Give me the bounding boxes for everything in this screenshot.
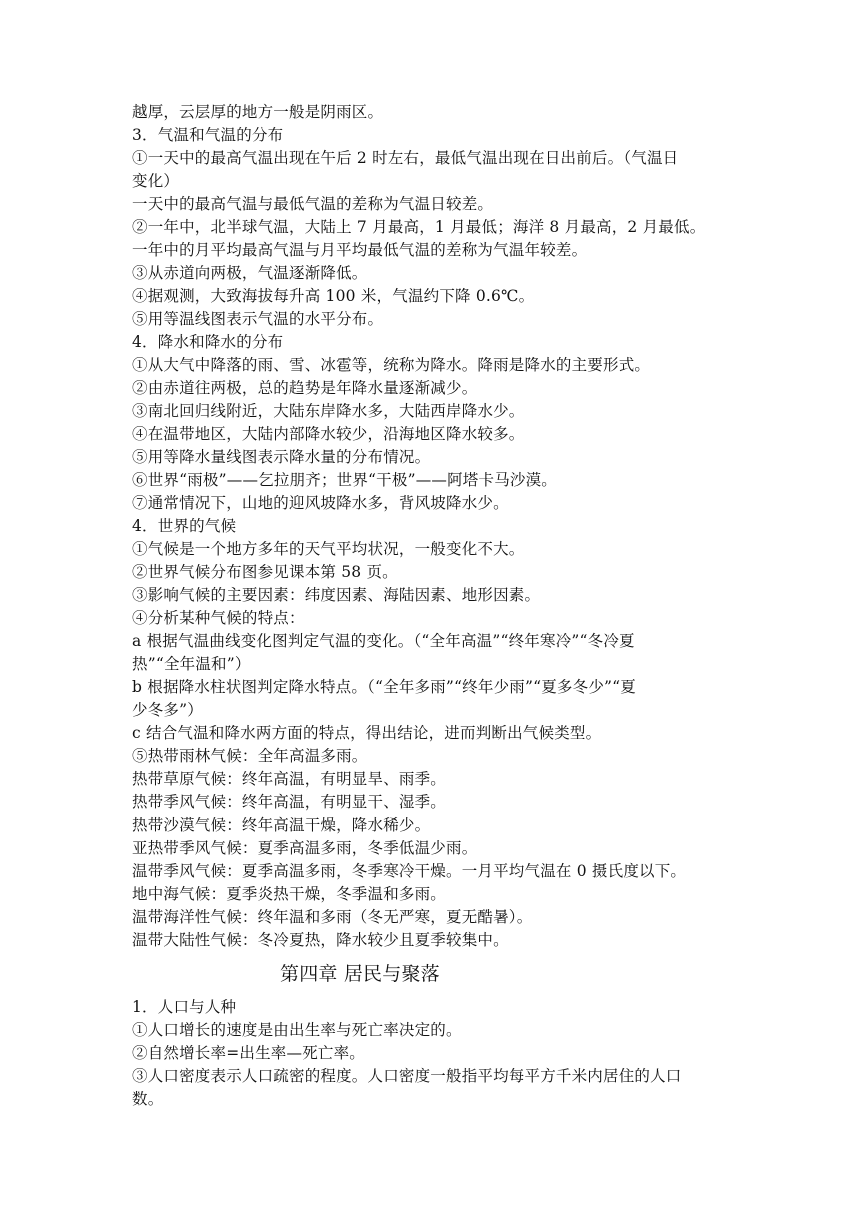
- text-line: 数。: [132, 1090, 164, 1108]
- text-line: 变化）: [132, 172, 180, 190]
- text-line: 温带季风气候：夏季高温多雨，冬季寒冷干燥。一月平均气温在 0 摄氏度以下。: [132, 862, 687, 880]
- text-line: 一天中的最高气温与最低气温的差称为气温日较差。: [132, 195, 494, 213]
- text-line: 一年中的月平均最高气温与月平均最低气温的差称为气温年较差。: [132, 241, 588, 259]
- text-line: ⑤用等降水量线图表示降水量的分布情况。: [132, 448, 431, 466]
- text-line: 亚热带季风气候：夏季高温多雨，冬季低温少雨。: [132, 839, 478, 857]
- text-line: 4．降水和降水的分布: [132, 333, 284, 351]
- text-line: ①气候是一个地方多年的天气平均状况，一般变化不大。: [132, 540, 525, 558]
- text-line: ④在温带地区，大陆内部降水较少，沿海地区降水较多。: [132, 425, 525, 443]
- text-line: ⑤用等温线图表示气温的水平分布。: [132, 310, 384, 328]
- text-line: 温带海洋性气候：终年温和多雨（冬无严寒，夏无酷暑）。: [132, 908, 533, 926]
- text-line: ①从大气中降落的雨、雪、冰雹等，统称为降水。降雨是降水的主要形式。: [132, 356, 651, 374]
- text-line: ③人口密度表示人口疏密的程度。人口密度一般指平均每平方千米内居住的人口: [132, 1067, 682, 1085]
- text-line: c 结合气温和降水两方面的特点，得出结论，进而判断出气候类型。: [132, 724, 602, 742]
- text-line: ②自然增长率=出生率—死亡率。: [132, 1044, 365, 1062]
- text-line: ③影响气候的主要因素：纬度因素、海陆因素、地形因素。: [132, 586, 541, 604]
- text-line: ④分析某种气候的特点：: [132, 609, 305, 627]
- text-line: 4．世界的气候: [132, 517, 237, 535]
- text-line: ④据观测，大致海拔每升高 100 米，气温约下降 0.6℃。: [132, 287, 535, 305]
- text-line: 温带大陆性气候：冬冷夏热，降水较少且夏季较集中。: [132, 931, 509, 949]
- text-line: 地中海气候：夏季炎热干燥，冬季温和多雨。: [132, 885, 447, 903]
- text-line: ⑥世界“雨极”——乞拉朋齐；世界“干极”——阿塔卡马沙漠。: [132, 471, 557, 489]
- text-line: ⑦通常情况下，山地的迎风坡降水多，背风坡降水少。: [132, 494, 509, 512]
- text-line: 热”“全年温和”）: [132, 655, 251, 673]
- text-line: 1．人口与人种: [132, 998, 237, 1016]
- document-body: [132, 101, 738, 1111]
- text-line: 热带沙漠气候：终年高温干燥，降水稀少。: [132, 816, 431, 834]
- text-line: a 根据气温曲线变化图判定气温的变化。（“全年高温”“终年寒冷”“冬冷夏: [132, 632, 635, 650]
- text-line: 少冬多”）: [132, 701, 203, 719]
- text-line: ②由赤道往两极，总的趋势是年降水量逐渐减少。: [132, 379, 478, 397]
- section-population: [132, 996, 738, 1111]
- text-line: ③从赤道向两极，气温逐渐降低。: [132, 264, 368, 282]
- text-line: ②世界气候分布图参见课本第 58 页。: [132, 563, 398, 581]
- text-line: 热带草原气候：终年高温，有明显旱、雨季。: [132, 770, 447, 788]
- text-line: b 根据降水柱状图判定降水特点。（“全年多雨”“终年少雨”“夏多冬少”“夏: [132, 678, 636, 696]
- text-line: 越厚，云层厚的地方一般是阴雨区。: [132, 103, 384, 121]
- section-weather-climate: [132, 101, 738, 952]
- text-line: ③南北回归线附近，大陆东岸降水多，大陆西岸降水少。: [132, 402, 525, 420]
- text-line: 热带季风气候：终年高温，有明显干、湿季。: [132, 793, 447, 811]
- text-line: ⑤热带雨林气候：全年高温多雨。: [132, 747, 368, 765]
- text-line: ①人口增长的速度是由出生率与死亡率决定的。: [132, 1021, 462, 1039]
- text-line: ①一天中的最高气温出现在午后 2 时左右，最低气温出现在日出前后。（气温日: [132, 149, 679, 167]
- text-line: ②一年中，北半球气温，大陆上 7 月最高，1 月最低；海洋 8 月最高，2 月最低。: [132, 218, 706, 236]
- chapter-heading: 第四章 居民与聚落: [280, 963, 440, 985]
- text-line: 3．气温和气温的分布: [132, 126, 284, 144]
